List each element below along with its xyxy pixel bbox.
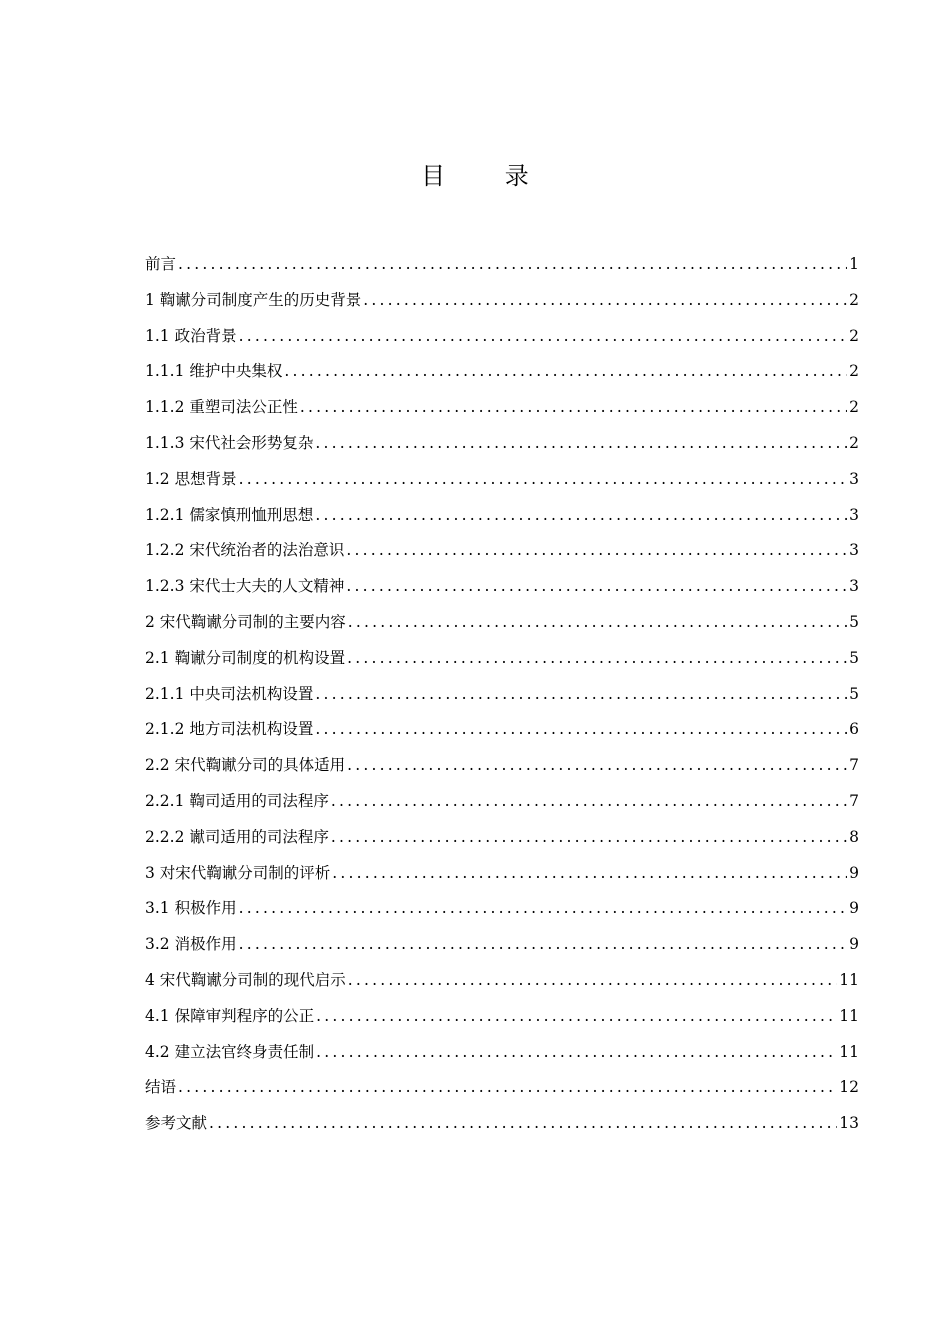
toc-entry-label: 2.2.1 鞫司适用的司法程序 (145, 791, 329, 810)
toc-entry-label: 3.1 积极作用 (145, 899, 237, 918)
toc-dot-leader (331, 820, 847, 856)
toc-entry-page-number: 12 (839, 1078, 859, 1097)
toc-dot-leader (347, 641, 847, 677)
toc-entry-label: 2.1.1 中央司法机构设置 (145, 684, 314, 703)
table-of-contents (145, 247, 859, 1142)
toc-entry-page-number: 1 (849, 255, 859, 273)
toc-entry-label: 1.2.2 宋代统治者的法治意识 (145, 541, 345, 560)
toc-entry (145, 462, 859, 498)
toc-dot-leader (348, 605, 847, 641)
toc-entry-label: 1.2 思想背景 (145, 469, 237, 488)
toc-entry (145, 784, 859, 820)
toc-entry-label: 2.2 宋代鞫谳分司的具体适用 (145, 756, 346, 775)
toc-entry (145, 891, 859, 927)
toc-entry-label: 1.1.3 宋代社会形势复杂 (145, 433, 314, 452)
toc-entry-page-number: 2 (849, 326, 859, 345)
toc-dot-leader (284, 354, 847, 390)
toc-entry (145, 963, 859, 999)
toc-entry (145, 677, 859, 713)
toc-dot-leader (347, 748, 847, 784)
toc-entry-label: 2.1.2 地方司法机构设置 (145, 720, 314, 739)
toc-entry-label: 1.2.3 宋代士大夫的人文精神 (145, 577, 345, 596)
toc-entry (145, 533, 859, 569)
toc-entry-label: 4.2 建立法官终身责任制 (145, 1042, 315, 1061)
toc-entry-label: 参考文献 (145, 1114, 208, 1133)
toc-dot-leader (315, 677, 847, 713)
toc-entry-page-number: 11 (839, 1006, 859, 1025)
toc-entry-label: 1.1 政治背景 (145, 326, 237, 345)
toc-dot-leader (346, 533, 847, 569)
toc-dot-leader (316, 1035, 837, 1071)
toc-entry-page-number: 11 (839, 1042, 859, 1061)
toc-entry-label: 结语 (145, 1078, 177, 1097)
toc-entry (145, 426, 859, 462)
toc-dot-leader (239, 891, 848, 927)
toc-dot-leader (363, 283, 847, 319)
toc-entry-label: 3 对宋代鞫谳分司制的评析 (145, 863, 331, 882)
toc-entry-label: 1.1.2 重塑司法公正性 (145, 398, 298, 417)
toc-title: 目 录 (421, 162, 555, 190)
toc-dot-leader (346, 569, 847, 605)
toc-entry (145, 712, 859, 748)
toc-dot-leader (315, 498, 847, 534)
toc-dot-leader (300, 390, 847, 426)
toc-entry-label: 2.1 鞫谳分司制度的机构设置 (145, 648, 346, 667)
toc-entry-page-number: 9 (849, 935, 859, 954)
toc-entry-label: 4 宋代鞫谳分司制的现代启示 (145, 970, 346, 989)
toc-entry-label: 4.1 保障审判程序的公正 (145, 1006, 315, 1025)
toc-entry (145, 283, 859, 319)
toc-entry-page-number: 11 (839, 970, 859, 989)
toc-entry-label: 1.2.1 儒家慎刑恤刑思想 (145, 505, 314, 524)
toc-dot-leader (331, 784, 847, 820)
toc-entry-page-number: 9 (849, 863, 859, 882)
toc-entry-page-number: 13 (839, 1114, 859, 1133)
toc-entry-label: 3.2 消极作用 (145, 935, 237, 954)
toc-entry (145, 1035, 859, 1071)
toc-entry (145, 1106, 859, 1142)
toc-entry-page-number: 5 (849, 612, 859, 631)
toc-dot-leader (332, 856, 847, 892)
toc-entry (145, 605, 859, 641)
toc-entry-page-number: 5 (849, 684, 859, 703)
toc-entry (145, 247, 859, 283)
toc-entry-page-number: 2 (849, 362, 859, 381)
toc-dot-leader (239, 462, 848, 498)
toc-entry-page-number: 2 (849, 433, 859, 452)
toc-dot-leader (239, 319, 848, 355)
toc-entry-page-number: 8 (849, 827, 859, 846)
toc-entry-label: 1 鞫谳分司制度产生的历史背景 (145, 290, 362, 309)
toc-dot-leader (315, 712, 847, 748)
toc-entry-page-number: 7 (849, 791, 859, 810)
toc-entry-page-number: 5 (849, 648, 859, 667)
toc-entry (145, 498, 859, 534)
toc-entry (145, 641, 859, 677)
toc-entry-label: 1.1.1 维护中央集权 (145, 362, 283, 381)
toc-entry (145, 999, 859, 1035)
toc-entry (145, 569, 859, 605)
toc-entry (145, 856, 859, 892)
toc-dot-leader (316, 999, 837, 1035)
toc-entry (145, 319, 859, 355)
toc-entry-page-number: 9 (849, 899, 859, 918)
toc-dot-leader (239, 927, 848, 963)
toc-entry (145, 748, 859, 784)
toc-dot-leader (348, 963, 837, 999)
toc-entry-page-number: 3 (849, 469, 859, 488)
toc-entry (145, 820, 859, 856)
toc-entry (145, 927, 859, 963)
toc-entry-label: 2.2.2 谳司适用的司法程序 (145, 827, 329, 846)
toc-entry-page-number: 2 (849, 290, 859, 309)
toc-entry (145, 1070, 859, 1106)
toc-entry (145, 390, 859, 426)
toc-entry-page-number: 2 (849, 398, 859, 417)
toc-entry (145, 354, 859, 390)
toc-dot-leader (209, 1106, 837, 1142)
toc-entry-page-number: 7 (849, 756, 859, 775)
toc-entry-page-number: 3 (849, 541, 859, 560)
toc-entry-page-number: 3 (849, 577, 859, 596)
toc-entry-page-number: 6 (849, 720, 859, 739)
toc-entry-label: 2 宋代鞫谳分司制的主要内容 (145, 612, 346, 631)
toc-dot-leader (178, 247, 847, 283)
toc-entry-page-number: 3 (849, 505, 859, 524)
toc-dot-leader (315, 426, 847, 462)
toc-entry-label: 前言 (145, 255, 177, 273)
toc-dot-leader (178, 1070, 837, 1106)
